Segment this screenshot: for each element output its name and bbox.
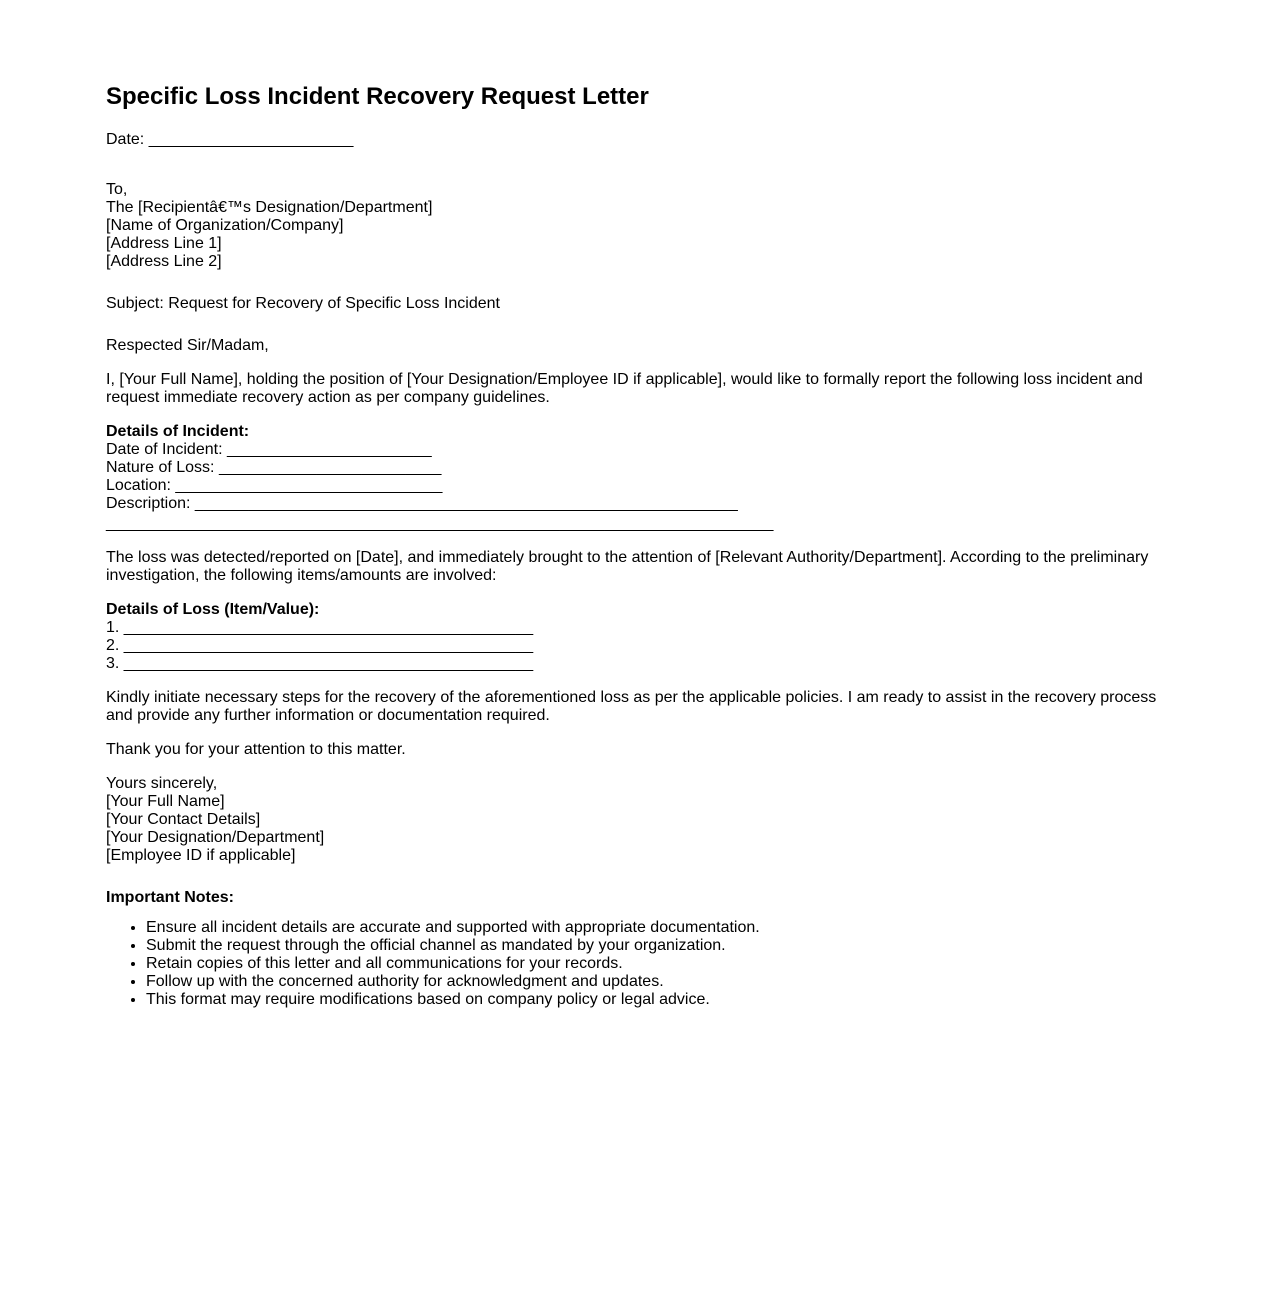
intro-paragraph: I, [Your Full Name], holding the position of [Your Designation/Employee ID if applicable], would like to formally report the following loss incident and request immediate recovery action as per company guidelines.: [106, 371, 1143, 406]
address-organization: [Name of Organization/Company]: [106, 217, 344, 234]
loss-details-heading: Details of Loss (Item/Value):: [106, 601, 320, 618]
date-field-line: Date: _______________________: [106, 131, 354, 148]
recipient-address-block: [106, 181, 1166, 271]
incident-details-block: [106, 423, 1166, 533]
page-title: Specific Loss Incident Recovery Request Letter: [106, 83, 649, 110]
address-line-1: [Address Line 1]: [106, 235, 222, 252]
address-designation: The [Recipientâ€™s Designation/Department]: [106, 199, 433, 216]
loss-item-3: 3. ______________________________________________: [106, 655, 534, 672]
note-item: • Retain copies of this letter and all communications for your records.: [146, 955, 1166, 973]
thanks-paragraph: Thank you for your attention to this matter.: [106, 741, 406, 758]
request-paragraph: Kindly initiate necessary steps for the recovery of the aforementioned loss as per the applicable policies. I am ready to assist in the recovery process and provide any further information or documentation required.: [106, 689, 1157, 724]
incident-details-heading: Details of Incident:: [106, 423, 250, 440]
signature-employee-id: [Employee ID if applicable]: [106, 847, 296, 864]
incident-date-field: Date of Incident: _______________________: [106, 441, 432, 458]
incident-description-field: Description: _____________________________________________________________: [106, 495, 738, 512]
notes-list: [106, 919, 1166, 1009]
note-item: • This format may require modifications based on company policy or legal advice.: [146, 991, 1166, 1009]
note-item: • Submit the request through the official channel as mandated by your organization.: [146, 937, 1166, 955]
notes-heading: Important Notes:: [106, 889, 234, 906]
note-item: • Follow up with the concerned authority for acknowledgment and updates.: [146, 973, 1166, 991]
loss-details-block: [106, 601, 1166, 673]
salutation: Respected Sir/Madam,: [106, 337, 269, 354]
signature-contact: [Your Contact Details]: [106, 811, 261, 828]
signature-designation: [Your Designation/Department]: [106, 829, 325, 846]
signature-name: [Your Full Name]: [106, 793, 225, 810]
note-item: • Ensure all incident details are accurate and supported with appropriate documentation.: [146, 919, 1166, 937]
detection-paragraph: The loss was detected/reported on [Date], and immediately brought to the attention of [Relevant Authority/Department]. According to the preliminary investigation, the following items/amounts are involved:: [106, 549, 1149, 584]
sign-off: Yours sincerely,: [106, 775, 218, 792]
incident-location-field: Location: ______________________________: [106, 477, 443, 494]
incident-nature-field: Nature of Loss: _________________________: [106, 459, 442, 476]
loss-item-1: 1. ______________________________________________: [106, 619, 534, 636]
incident-description-continuation: ___________________________________________________________________________: [106, 515, 774, 532]
subject-line: Subject: Request for Recovery of Specific Loss Incident: [106, 295, 500, 312]
address-line-2: [Address Line 2]: [106, 253, 222, 270]
address-to: To,: [106, 181, 128, 198]
loss-item-2: 2. ______________________________________________: [106, 637, 534, 654]
signature-block: [106, 775, 1166, 865]
